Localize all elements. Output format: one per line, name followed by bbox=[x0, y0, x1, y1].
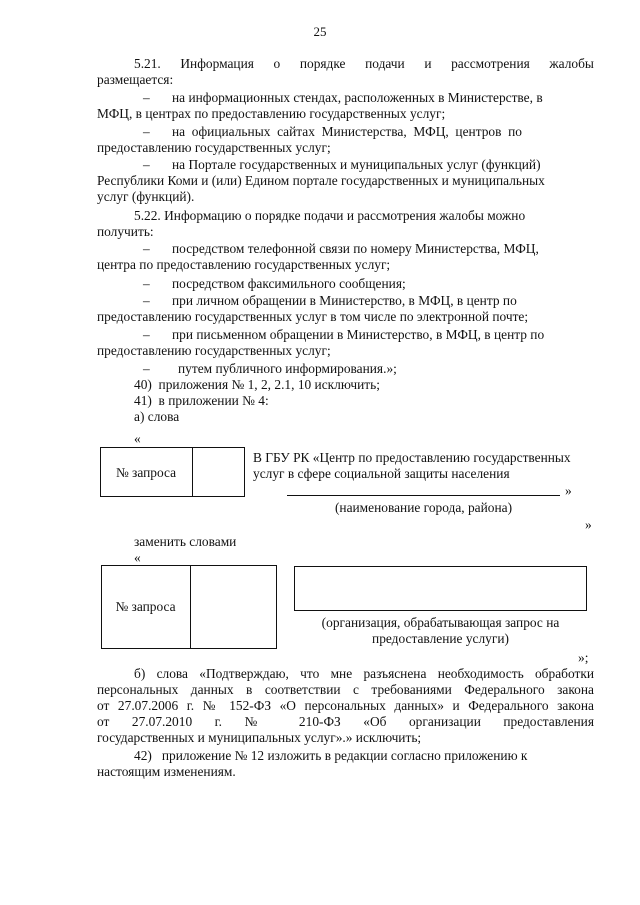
list-dash: – bbox=[143, 293, 150, 308]
section-5-22-lead-end: получить: bbox=[97, 224, 154, 239]
recipient-line-1: В ГБУ РК «Центр по предоставлению государственных bbox=[253, 450, 571, 465]
section-5-21-lead-end: размещается: bbox=[97, 72, 174, 87]
request-number-label: № запроса bbox=[115, 465, 177, 480]
list-item-text: предоставлению государственных услуг; bbox=[97, 140, 331, 155]
close-quote-inline: » bbox=[565, 483, 572, 498]
word: Информация bbox=[180, 56, 254, 71]
open-quote: « bbox=[134, 431, 141, 446]
close-quote-semicolon: »; bbox=[578, 650, 589, 665]
replace-with-label: заменить словами bbox=[134, 534, 237, 549]
list-dash: – bbox=[143, 327, 150, 342]
sub-item-b-line: б) слова «Подтверждаю, что мне разъяснена необходимость обработки bbox=[134, 666, 594, 681]
word: 5.21. bbox=[134, 56, 161, 71]
box-divider bbox=[192, 447, 193, 497]
list-item-text: при личном обращении в Министерство, в МФЦ, в центр по bbox=[172, 293, 517, 308]
word: подачи bbox=[365, 56, 405, 71]
word: порядке bbox=[299, 56, 346, 71]
section-5-21-lead bbox=[134, 56, 594, 72]
word: рассмотрения bbox=[451, 56, 530, 71]
recipient-line-2: услуг в сфере социальной защиты населения bbox=[253, 466, 510, 481]
fill-in-caption: (наименование города, района) bbox=[334, 500, 513, 515]
page-number: 25 bbox=[313, 24, 327, 39]
list-dash: – bbox=[143, 157, 150, 172]
list-item-text: МФЦ, в центрах по предоставлению государственных услуг; bbox=[97, 106, 446, 121]
list-item-text: центра по предоставлению государственных услуг; bbox=[97, 257, 391, 272]
organization-caption-1: (организация, обрабатывающая запрос на bbox=[321, 615, 560, 630]
fill-in-line bbox=[287, 495, 560, 496]
list-item-text: посредством телефонной связи по номеру Министерства, МФЦ, bbox=[172, 241, 539, 256]
item-41: 41) в приложении № 4: bbox=[134, 393, 269, 408]
sub-item-b-line: от 27.07.2006 г. № 152-ФЗ «О персональных данных» и Федерального закона bbox=[97, 698, 594, 713]
organization-caption-2: предоставление услуги) bbox=[372, 631, 509, 646]
sub-item-b-line: персональных данных в соответствии с требованиями Федерального закона bbox=[97, 682, 594, 697]
list-item-text: услуг (функций). bbox=[97, 189, 195, 204]
item-40: 40) приложения № 1, 2, 2.1, 10 исключить; bbox=[134, 377, 380, 392]
open-quote: « bbox=[134, 550, 141, 565]
list-item-text: предоставлению государственных услуг; bbox=[97, 343, 331, 358]
sub-item-b-line: от 27.07.2010 г. № 210-ФЗ «Об организации предоставления bbox=[97, 714, 594, 729]
list-item-text: на официальных сайтах Министерства, МФЦ, центров по bbox=[172, 124, 522, 139]
sub-item-b-line: государственных и муниципальных услуг».» исключить; bbox=[97, 730, 422, 745]
sub-item-a: а) слова bbox=[134, 409, 180, 424]
list-dash: – bbox=[143, 276, 150, 291]
section-5-22-lead: 5.22. Информацию о порядке подачи и рассмотрения жалобы можно bbox=[134, 208, 526, 223]
item-42-line: настоящим изменениям. bbox=[97, 764, 236, 779]
word: о bbox=[273, 56, 281, 71]
organization-box bbox=[294, 566, 587, 611]
word: жалобы bbox=[549, 56, 594, 71]
list-item-text: предоставлению государственных услуг в том числе по электронной почте; bbox=[97, 309, 529, 324]
list-dash: – bbox=[143, 361, 150, 376]
list-item-text: на Портале государственных и муниципальных услуг (функций) bbox=[172, 157, 541, 172]
list-item-text: на информационных стендах, расположенных в Министерстве, в bbox=[172, 90, 543, 105]
list-dash: – bbox=[143, 124, 150, 139]
list-item-text: Республики Коми и (или) Едином портале государственных и муниципальных bbox=[97, 173, 545, 188]
item-42-line: 42) приложение № 12 изложить в редакции согласно приложению к bbox=[134, 748, 528, 763]
list-item-text: при письменном обращении в Министерство, в МФЦ, в центр по bbox=[172, 327, 545, 342]
list-item-text: посредством факсимильного сообщения; bbox=[172, 276, 406, 291]
list-dash: – bbox=[143, 90, 150, 105]
word: и bbox=[424, 56, 432, 71]
list-dash: – bbox=[143, 241, 150, 256]
request-number-label: № запроса bbox=[115, 599, 176, 614]
list-item-text: путем публичного информирования.»; bbox=[178, 361, 397, 376]
box-divider bbox=[190, 565, 191, 649]
close-quote: » bbox=[585, 517, 592, 532]
